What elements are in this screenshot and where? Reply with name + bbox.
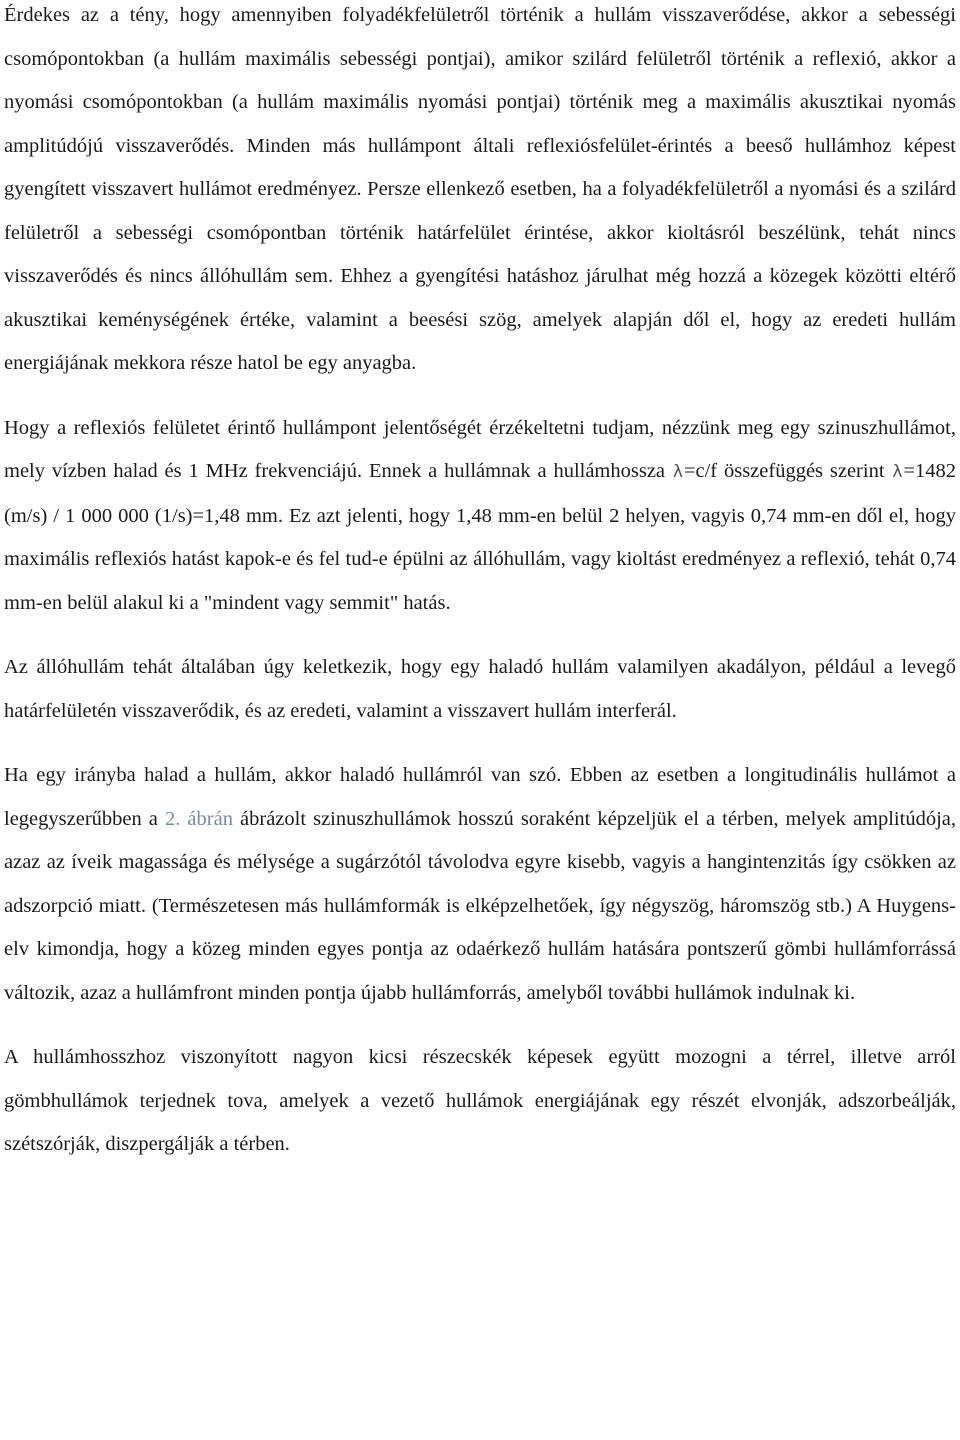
paragraph-reflection-nodes [4, 0, 956, 386]
lambda-symbol: λ [892, 462, 903, 482]
paragraph-text: Az állóhullám tehát általában úgy keletkezik, hogy egy haladó hullám valamilyen akadályon, például a levegő határfelületén visszaverődik, és az eredeti, valamint a visszavert hullám interferál. [4, 656, 956, 722]
paragraph-wavelength-example [4, 407, 956, 626]
document-page [4, 0, 956, 1167]
paragraph-text: =c/f összefüggés szerint [683, 460, 892, 482]
figure-reference-link[interactable]: 2. ábrán [164, 807, 233, 830]
paragraph-text: Érdekes az a tény, hogy amennyiben folyadékfelületről történik a hullám visszaverődése, akkor a sebességi csomópontokban (a hullám maximális sebességi pontjai), amikor szilárd felületről történik a reflexió, akkor a nyomási csomópontokban (a hullám maximális nyomási pontjai) történik meg a maximális akusztikai nyomás amplitúdójú visszaverődés. Minden más hullámpont általi reflexiósfelület-érintés a beeső hullámhoz képest gyengített visszavert hullámot eredményez. Persze ellenkező esetben, ha a folyadékfelületről a nyomási és a szilárd felületről a sebességi csomópontban történik határfelület érintése, akkor kioltásról beszélünk, tehát nincs visszaverődés és nincs állóhullám sem. Ehhez a gyengítési hatáshoz járulhat még hozzá a közegek közötti eltérő akusztikai keménységének értéke, valamint a beesési szög, amelyek alapján dől el, hogy az eredeti hullám energiájának mekkora része hatol be egy anyagba. [4, 4, 956, 374]
paragraph-text: Ha egy irányba halad a hullám, akkor haladó hullámról van szó. Ebben az esetben a longitudinális hullámot a legegyszerűbben a [4, 764, 956, 830]
paragraph-travelling-wave [4, 754, 956, 1015]
paragraph-text: A hullámhosszhoz viszonyított nagyon kicsi részecskék képesek együtt mozogni a térrel, illetve arról gömbhullámok terjednek tova, amelyek a vezető hullámok energiájának egy részét elvonják, adszorbeálják, szétszórják, diszpergálják a térben. [4, 1046, 956, 1155]
paragraph-small-particles [4, 1036, 956, 1167]
paragraph-text: ábrázolt szinuszhullámok hosszú soraként képzeljük el a térben, melyek amplitúdója, azaz az íveik magassága és mélysége a sugárzótól távolodva egyre kisebb, vagyis a hangintenzitás így csökken az adszorpció miatt. (Természetesen más hullámformák is elképzelhetőek, így négyszög, háromszög stb.) A Huygens-elv kimondja, hogy a közeg minden egyes pontja az odaérkező hullám hatására pontszerű gömbi hullámforrássá változik, azaz a hullámfront minden pontja újabb hullámforrás, amelyből további hullámok indulnak ki. [4, 807, 956, 1004]
paragraph-text: =1482 (m/s) / 1 000 000 (1/s)=1,48 mm. Ez azt jelenti, hogy 1,48 mm-en belül 2 helyen, vagyis 0,74 mm-en dől el, hogy maximális reflexiós hatást kapok-e és fel tud-e épülni az állóhullám, vagy kioltást eredményez a reflexió, tehát 0,74 mm-en belül alakul ki a "mindent vagy semmit" hatás. [4, 460, 956, 614]
paragraph-text: Hogy a reflexiós felületet érintő hullámpont jelentőségét érzékeltetni tudjam, nézzünk meg egy szinuszhullámot, mely vízben halad és 1 MHz frekvenciájú. Ennek a hullámnak a hullámhossza [4, 416, 956, 482]
lambda-symbol: λ [672, 462, 683, 482]
paragraph-standing-wave [4, 646, 956, 733]
